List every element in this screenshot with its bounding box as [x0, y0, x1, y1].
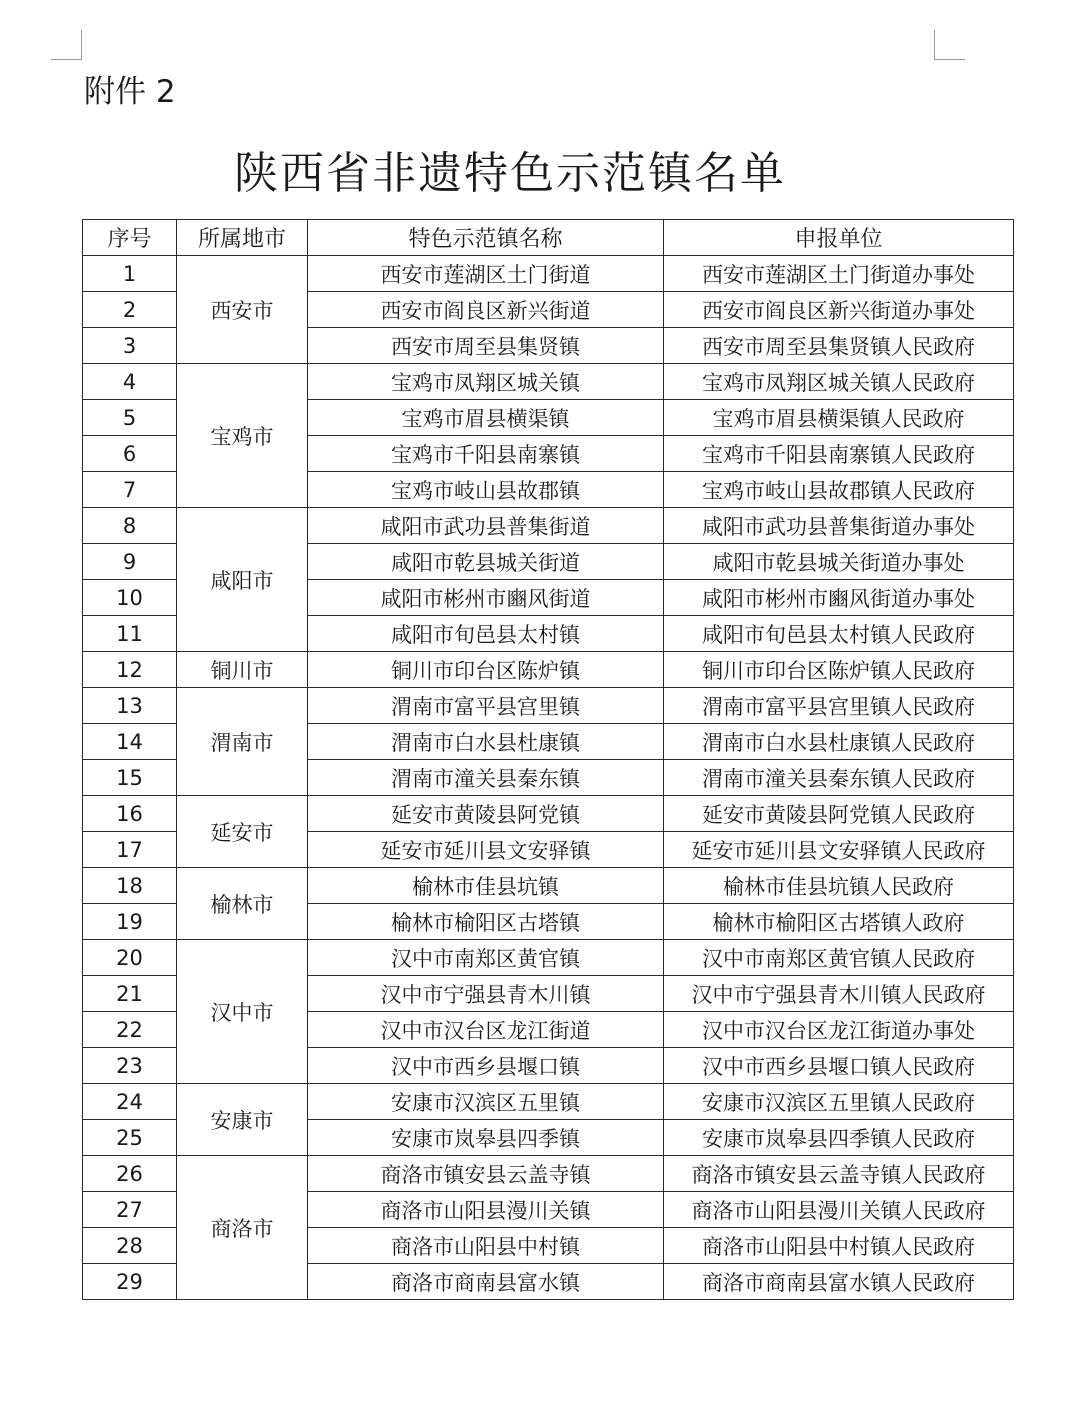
row-number-cell: 11 — [83, 616, 177, 652]
applicant-cell: 渭南市富平县宫里镇人民政府 — [664, 688, 1014, 724]
row-number-cell: 25 — [83, 1120, 177, 1156]
row-number-cell: 8 — [83, 508, 177, 544]
row-number-cell: 10 — [83, 580, 177, 616]
town-name-cell: 汉中市汉台区龙江街道 — [308, 1012, 664, 1048]
town-name-cell: 西安市周至县集贤镇 — [308, 328, 664, 364]
applicant-cell: 咸阳市乾县城关街道办事处 — [664, 544, 1014, 580]
applicant-cell: 西安市周至县集贤镇人民政府 — [664, 328, 1014, 364]
row-number-cell: 18 — [83, 868, 177, 904]
town-name-cell: 宝鸡市眉县横渠镇 — [308, 400, 664, 436]
table-row — [83, 688, 1014, 724]
row-number-cell: 19 — [83, 904, 177, 940]
applicant-cell: 商洛市山阳县漫川关镇人民政府 — [664, 1192, 1014, 1228]
town-list-table — [82, 219, 1014, 1300]
city-cell: 咸阳市 — [177, 508, 308, 652]
town-name-cell: 商洛市山阳县漫川关镇 — [308, 1192, 664, 1228]
applicant-cell: 汉中市宁强县青木川镇人民政府 — [664, 976, 1014, 1012]
row-number-cell: 3 — [83, 328, 177, 364]
applicant-cell: 西安市莲湖区土门街道办事处 — [664, 256, 1014, 292]
table-body — [83, 256, 1014, 1300]
applicant-cell: 铜川市印台区陈炉镇人民政府 — [664, 652, 1014, 688]
town-name-cell: 延安市延川县文安驿镇 — [308, 832, 664, 868]
city-cell: 榆林市 — [177, 868, 308, 940]
table-row — [83, 940, 1014, 976]
row-number-cell: 16 — [83, 796, 177, 832]
town-name-cell: 商洛市商南县富水镇 — [308, 1264, 664, 1300]
row-number-cell: 27 — [83, 1192, 177, 1228]
town-name-cell: 商洛市镇安县云盖寺镇 — [308, 1156, 664, 1192]
applicant-cell: 渭南市白水县杜康镇人民政府 — [664, 724, 1014, 760]
row-number-cell: 15 — [83, 760, 177, 796]
town-name-cell: 宝鸡市千阳县南寨镇 — [308, 436, 664, 472]
row-number-cell: 28 — [83, 1228, 177, 1264]
page-title: 陕西省非遗特色示范镇名单 — [234, 148, 786, 199]
town-name-cell: 汉中市西乡县堰口镇 — [308, 1048, 664, 1084]
applicant-cell: 咸阳市彬州市豳风街道办事处 — [664, 580, 1014, 616]
town-name-cell: 汉中市宁强县青木川镇 — [308, 976, 664, 1012]
town-name-cell: 咸阳市旬邑县太村镇 — [308, 616, 664, 652]
city-cell: 延安市 — [177, 796, 308, 868]
applicant-cell: 延安市延川县文安驿镇人民政府 — [664, 832, 1014, 868]
town-name-cell: 渭南市白水县杜康镇 — [308, 724, 664, 760]
town-name-cell: 咸阳市彬州市豳风街道 — [308, 580, 664, 616]
crop-mark-right-vertical — [934, 30, 935, 60]
town-name-cell: 汉中市南郑区黄官镇 — [308, 940, 664, 976]
column-header-number: 序号 — [83, 220, 177, 256]
table-row — [83, 508, 1014, 544]
town-name-cell: 西安市莲湖区土门街道 — [308, 256, 664, 292]
applicant-cell: 宝鸡市眉县横渠镇人民政府 — [664, 400, 1014, 436]
crop-mark-right-horizontal — [934, 59, 965, 60]
city-cell: 宝鸡市 — [177, 364, 308, 508]
row-number-cell: 20 — [83, 940, 177, 976]
applicant-cell: 汉中市南郑区黄官镇人民政府 — [664, 940, 1014, 976]
attachment-label: 附件 2 — [84, 74, 176, 110]
applicant-cell: 渭南市潼关县秦东镇人民政府 — [664, 760, 1014, 796]
table-row — [83, 364, 1014, 400]
column-header-town-name: 特色示范镇名称 — [308, 220, 664, 256]
column-header-city: 所属地市 — [177, 220, 308, 256]
town-name-cell: 安康市汉滨区五里镇 — [308, 1084, 664, 1120]
row-number-cell: 5 — [83, 400, 177, 436]
city-cell: 渭南市 — [177, 688, 308, 796]
table-row — [83, 256, 1014, 292]
crop-mark-left-vertical — [81, 30, 82, 60]
row-number-cell: 17 — [83, 832, 177, 868]
town-name-cell: 咸阳市武功县普集街道 — [308, 508, 664, 544]
town-name-cell: 铜川市印台区陈炉镇 — [308, 652, 664, 688]
row-number-cell: 24 — [83, 1084, 177, 1120]
row-number-cell: 22 — [83, 1012, 177, 1048]
city-cell: 安康市 — [177, 1084, 308, 1156]
town-name-cell: 安康市岚皋县四季镇 — [308, 1120, 664, 1156]
table-row — [83, 796, 1014, 832]
applicant-cell: 商洛市镇安县云盖寺镇人民政府 — [664, 1156, 1014, 1192]
applicant-cell: 宝鸡市岐山县故郡镇人民政府 — [664, 472, 1014, 508]
town-name-cell: 渭南市潼关县秦东镇 — [308, 760, 664, 796]
applicant-cell: 宝鸡市凤翔区城关镇人民政府 — [664, 364, 1014, 400]
row-number-cell: 4 — [83, 364, 177, 400]
town-name-cell: 渭南市富平县宫里镇 — [308, 688, 664, 724]
applicant-cell: 商洛市商南县富水镇人民政府 — [664, 1264, 1014, 1300]
applicant-cell: 榆林市佳县坑镇人民政府 — [664, 868, 1014, 904]
city-cell: 西安市 — [177, 256, 308, 364]
applicant-cell: 汉中市西乡县堰口镇人民政府 — [664, 1048, 1014, 1084]
row-number-cell: 2 — [83, 292, 177, 328]
applicant-cell: 安康市汉滨区五里镇人民政府 — [664, 1084, 1014, 1120]
city-cell: 商洛市 — [177, 1156, 308, 1300]
applicant-cell: 西安市阎良区新兴街道办事处 — [664, 292, 1014, 328]
town-name-cell: 宝鸡市凤翔区城关镇 — [308, 364, 664, 400]
applicant-cell: 榆林市榆阳区古塔镇人政府 — [664, 904, 1014, 940]
table-row — [83, 652, 1014, 688]
row-number-cell: 14 — [83, 724, 177, 760]
row-number-cell: 13 — [83, 688, 177, 724]
table-row — [83, 1084, 1014, 1120]
row-number-cell: 23 — [83, 1048, 177, 1084]
row-number-cell: 1 — [83, 256, 177, 292]
city-cell: 铜川市 — [177, 652, 308, 688]
row-number-cell: 6 — [83, 436, 177, 472]
applicant-cell: 汉中市汉台区龙江街道办事处 — [664, 1012, 1014, 1048]
city-cell: 汉中市 — [177, 940, 308, 1084]
row-number-cell: 26 — [83, 1156, 177, 1192]
town-name-cell: 商洛市山阳县中村镇 — [308, 1228, 664, 1264]
row-number-cell: 29 — [83, 1264, 177, 1300]
row-number-cell: 7 — [83, 472, 177, 508]
town-name-cell: 榆林市佳县坑镇 — [308, 868, 664, 904]
row-number-cell: 9 — [83, 544, 177, 580]
applicant-cell: 商洛市山阳县中村镇人民政府 — [664, 1228, 1014, 1264]
town-name-cell: 榆林市榆阳区古塔镇 — [308, 904, 664, 940]
town-name-cell: 咸阳市乾县城关街道 — [308, 544, 664, 580]
town-name-cell: 宝鸡市岐山县故郡镇 — [308, 472, 664, 508]
applicant-cell: 安康市岚皋县四季镇人民政府 — [664, 1120, 1014, 1156]
table-header — [83, 220, 1014, 256]
row-number-cell: 21 — [83, 976, 177, 1012]
row-number-cell: 12 — [83, 652, 177, 688]
table-row — [83, 1156, 1014, 1192]
applicant-cell: 咸阳市旬邑县太村镇人民政府 — [664, 616, 1014, 652]
table-header-row — [83, 220, 1014, 256]
crop-mark-left-horizontal — [51, 59, 82, 60]
applicant-cell: 延安市黄陵县阿党镇人民政府 — [664, 796, 1014, 832]
column-header-applicant: 申报单位 — [664, 220, 1014, 256]
town-name-cell: 西安市阎良区新兴街道 — [308, 292, 664, 328]
table-row — [83, 868, 1014, 904]
applicant-cell: 咸阳市武功县普集街道办事处 — [664, 508, 1014, 544]
town-name-cell: 延安市黄陵县阿党镇 — [308, 796, 664, 832]
applicant-cell: 宝鸡市千阳县南寨镇人民政府 — [664, 436, 1014, 472]
